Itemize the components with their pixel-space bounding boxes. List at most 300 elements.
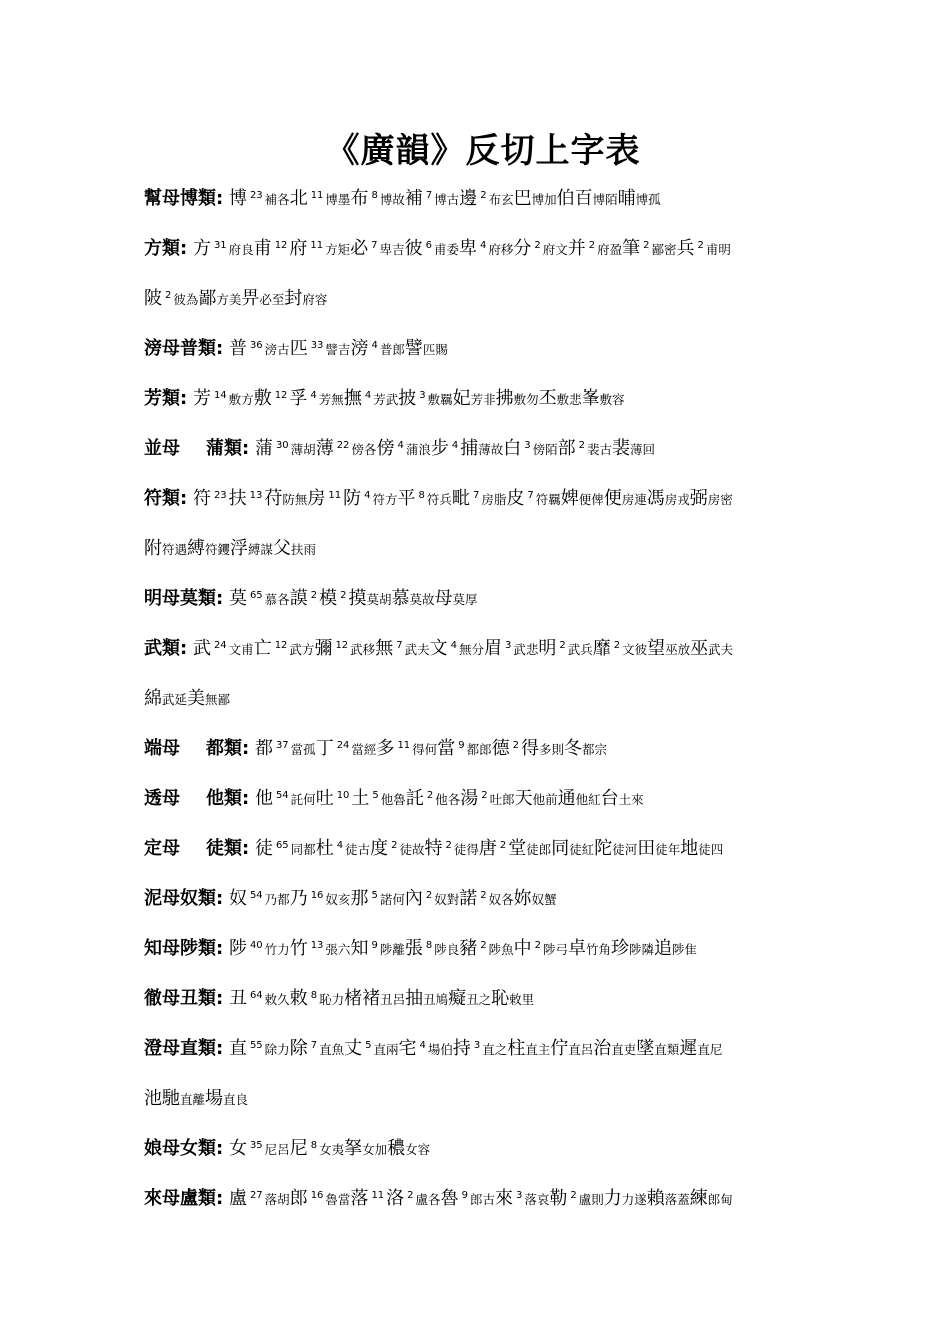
- fanqie-spelling: 府移: [488, 242, 514, 257]
- character: 竹: [289, 938, 308, 959]
- character: 捕: [460, 438, 479, 459]
- occurrence-count: 54: [275, 790, 289, 801]
- table-row: [144, 736, 834, 763]
- character: 巴: [513, 188, 532, 209]
- fanqie-spelling: 尼呂: [264, 1142, 290, 1157]
- occurrence-count: 12: [274, 390, 288, 401]
- occurrence-count: 10: [336, 790, 350, 801]
- occurrence-count: 12: [274, 640, 288, 651]
- occurrence-count: 8: [310, 1140, 318, 1151]
- character: 眉: [483, 638, 502, 659]
- character: 薄: [315, 438, 334, 459]
- fanqie-spelling: 落蓋: [664, 1192, 690, 1207]
- occurrence-count: 5: [365, 1040, 372, 1051]
- fanqie-spelling: 武夫: [708, 642, 734, 657]
- character: 芳: [192, 388, 211, 409]
- occurrence-count: 7: [425, 190, 433, 201]
- character: 彼: [404, 238, 423, 259]
- occurrence-count: 2: [425, 890, 433, 901]
- character: 布: [350, 188, 369, 209]
- fanqie-spelling: 房戎: [664, 492, 690, 507]
- character: 丕: [538, 388, 557, 409]
- fanqie-spelling: 必至: [259, 292, 285, 307]
- character: 摸: [348, 588, 367, 609]
- fanqie-spelling: 都郎: [466, 742, 492, 757]
- fanqie-spelling: 盧各: [415, 1192, 441, 1207]
- character: 諾: [459, 888, 478, 909]
- occurrence-count: 2: [570, 1190, 577, 1201]
- fanqie-spelling: 陟隣: [629, 942, 655, 957]
- fanqie-spelling: 符兵: [426, 492, 452, 507]
- class-label: 徒類:: [206, 838, 250, 859]
- occurrence-count: 9: [458, 740, 465, 751]
- character: 彌: [314, 638, 333, 659]
- table-row: [144, 936, 834, 963]
- occurrence-count: 2: [481, 790, 488, 801]
- occurrence-count: 65: [249, 590, 263, 601]
- table-row: [144, 1136, 834, 1163]
- fanqie-spelling: 陟弓: [542, 942, 568, 957]
- fanqie-spelling: 房密: [707, 492, 733, 507]
- character: 馮: [646, 488, 665, 509]
- occurrence-count: 2: [499, 840, 507, 851]
- occurrence-count: 4: [419, 1040, 426, 1051]
- character: 博: [228, 188, 247, 209]
- fanqie-spelling: 盧則: [578, 1192, 604, 1207]
- occurrence-count: 3: [504, 640, 512, 651]
- occurrence-count: 7: [371, 240, 378, 251]
- character: 甫: [253, 238, 272, 259]
- occurrence-count: 11: [328, 490, 342, 501]
- occurrence-count: 2: [480, 940, 487, 951]
- character: 女: [228, 1138, 247, 1159]
- character: 蒲: [254, 438, 273, 459]
- fanqie-spelling: 防無: [282, 492, 308, 507]
- occurrence-count: 4: [336, 840, 344, 851]
- character: 那: [350, 888, 369, 909]
- character: 賴: [646, 1188, 665, 1209]
- fanqie-spelling: 徒故: [399, 842, 425, 857]
- occurrence-count: 23: [213, 490, 227, 501]
- fanqie-spelling: 無分: [458, 642, 484, 657]
- character: 亡: [253, 638, 272, 659]
- character: 同: [551, 838, 570, 859]
- fanqie-spelling: 扶雨: [291, 542, 317, 557]
- character: 除: [289, 1038, 308, 1059]
- character: 妳: [513, 888, 532, 909]
- occurrence-count: 40: [249, 940, 263, 951]
- fanqie-spelling: 博故: [379, 192, 405, 207]
- fanqie-spelling: 便俾: [578, 492, 604, 507]
- character: 附: [144, 538, 162, 559]
- fanqie-spelling: 布玄: [488, 192, 514, 207]
- character: 郎: [289, 1188, 308, 1209]
- occurrence-count: 27: [249, 1190, 263, 1201]
- occurrence-count: 33: [310, 340, 324, 351]
- fanqie-spelling: 無鄙: [205, 692, 231, 707]
- fanqie-spelling: 文彼: [622, 642, 648, 657]
- occurrence-count: 23: [249, 190, 263, 201]
- fanqie-spelling: 直良: [223, 1092, 249, 1107]
- occurrence-count: 9: [461, 1190, 468, 1201]
- fanqie-spelling: 女夷: [319, 1142, 345, 1157]
- character: 冬: [563, 738, 582, 759]
- occurrence-count: 14: [213, 390, 227, 401]
- fanqie-spelling: 莫厚: [452, 592, 478, 607]
- character: 毗: [451, 488, 470, 509]
- character: 防: [343, 488, 362, 509]
- fanqie-spelling: 直兩: [373, 1042, 399, 1057]
- table-row: [144, 286, 834, 313]
- fanqie-spelling: 薄故: [478, 442, 504, 457]
- character: 北: [289, 188, 308, 209]
- occurrence-count: 30: [275, 440, 289, 451]
- fanqie-spelling: 丑鳩: [423, 992, 449, 1007]
- character: 陟: [228, 938, 247, 959]
- character: 敕: [289, 988, 308, 1009]
- fanqie-spelling: 武悲: [513, 642, 539, 657]
- character: 謨: [289, 588, 308, 609]
- character: 皮: [506, 488, 525, 509]
- class-label: 透母: [144, 788, 180, 809]
- character: 抽: [405, 988, 424, 1009]
- fanqie-spelling: 當經: [351, 742, 377, 757]
- fanqie-spelling: 文甫: [228, 642, 254, 657]
- character: 拏: [344, 1138, 363, 1159]
- character: 堂: [508, 838, 527, 859]
- occurrence-count: 2: [407, 1190, 414, 1201]
- fanqie-spelling: 丑呂: [380, 992, 406, 1007]
- occurrence-count: 3: [524, 440, 531, 451]
- class-label: 方類:: [144, 238, 188, 259]
- character: 便: [603, 488, 622, 509]
- character: 豬: [459, 938, 478, 959]
- fanqie-spelling: 女容: [405, 1142, 431, 1157]
- character: 父: [273, 538, 292, 559]
- character: 土: [351, 788, 370, 809]
- character: 癡: [448, 988, 467, 1009]
- fanqie-spelling: 敷方: [228, 392, 254, 407]
- occurrence-count: 4: [397, 440, 404, 451]
- character: 張: [404, 938, 423, 959]
- character: 場: [205, 1088, 224, 1109]
- occurrence-count: 2: [534, 940, 541, 951]
- character: 落: [350, 1188, 369, 1209]
- fanqie-spelling: 多則: [538, 742, 564, 757]
- fanqie-spelling: 傍陌: [532, 442, 558, 457]
- fanqie-spelling: 敕久: [264, 992, 290, 1007]
- occurrence-count: 12: [274, 240, 288, 251]
- fanqie-spelling: 徒河: [612, 842, 638, 857]
- character: 吐: [315, 788, 334, 809]
- character: 方: [192, 238, 211, 259]
- character: 遲: [679, 1038, 698, 1059]
- fanqie-spelling: 奴各: [488, 892, 514, 907]
- occurrence-count: 3: [419, 390, 426, 401]
- character: 補: [404, 188, 423, 209]
- fanqie-spelling: 直尼: [697, 1042, 723, 1057]
- occurrence-count: 9: [371, 940, 378, 951]
- fanqie-spelling: 徒郎: [526, 842, 552, 857]
- fanqie-spelling: 得何: [412, 742, 438, 757]
- fanqie-spelling: 直離: [180, 1092, 206, 1107]
- character: 披: [398, 388, 417, 409]
- table-row: [144, 586, 834, 613]
- class-label: 並母: [144, 438, 180, 459]
- character: 滂: [350, 338, 369, 359]
- character: 分: [513, 238, 532, 259]
- occurrence-count: 11: [310, 190, 324, 201]
- table-row: [144, 386, 834, 413]
- class-label: 芳類:: [144, 388, 188, 409]
- character: 柱: [507, 1038, 526, 1059]
- occurrence-count: 8: [310, 990, 318, 1001]
- character: 特: [424, 838, 443, 859]
- character: 佇: [550, 1038, 569, 1059]
- page-title: 《廣韻》反切上字表: [325, 131, 641, 171]
- fanqie-spelling: 他魯: [380, 792, 406, 807]
- occurrence-count: 2: [310, 590, 318, 601]
- character: 慕: [391, 588, 410, 609]
- fanqie-spelling: 裴古: [586, 442, 612, 457]
- occurrence-count: 16: [310, 890, 324, 901]
- occurrence-count: 2: [559, 640, 566, 651]
- occurrence-count: 22: [336, 440, 350, 451]
- fanqie-spelling: 直主: [525, 1042, 551, 1057]
- character: 來: [494, 1188, 513, 1209]
- class-label: 定母: [144, 838, 180, 859]
- fanqie-spelling: 彼為: [173, 292, 199, 307]
- character: 卑: [458, 238, 477, 259]
- fanqie-spelling: 奴對: [434, 892, 460, 907]
- character: 丁: [315, 738, 334, 759]
- fanqie-spelling: 陟離: [379, 942, 405, 957]
- class-label: 武類:: [144, 638, 188, 659]
- fanqie-spelling: 陟魚: [488, 942, 514, 957]
- character: 當: [437, 738, 456, 759]
- character: 譬: [404, 338, 423, 359]
- occurrence-count: 3: [473, 1040, 481, 1051]
- fanqie-spelling: 譬吉: [325, 342, 351, 357]
- character: 模: [319, 588, 338, 609]
- character: 乃: [289, 888, 308, 909]
- fanqie-spelling: 奴蟹: [531, 892, 557, 907]
- table-row: [144, 686, 834, 713]
- character: 田: [637, 838, 656, 859]
- occurrence-count: 64: [249, 990, 263, 1001]
- fanqie-spelling: 鄙密: [651, 242, 677, 257]
- character: 弼: [689, 488, 708, 509]
- fanqie-spelling: 郎甸: [707, 1192, 733, 1207]
- character: 墜: [636, 1038, 655, 1059]
- occurrence-count: 16: [310, 1190, 324, 1201]
- character: 宅: [398, 1038, 417, 1059]
- class-label: 澄母直類:: [144, 1038, 224, 1059]
- fanqie-spelling: 符羈: [535, 492, 561, 507]
- table-row: [144, 1186, 834, 1213]
- fanqie-spelling: 土來: [618, 792, 644, 807]
- occurrence-count: 2: [480, 190, 487, 201]
- occurrence-count: 2: [534, 240, 541, 251]
- fanqie-spelling: 莫故: [409, 592, 435, 607]
- table-row: [144, 986, 834, 1013]
- character: 峯: [581, 388, 600, 409]
- occurrence-count: 4: [479, 240, 487, 251]
- class-label: 泥母奴類:: [144, 888, 224, 909]
- character: 綿: [144, 688, 162, 709]
- fanqie-spelling: 恥力: [319, 992, 345, 1007]
- fanqie-spelling: 郎古: [469, 1192, 495, 1207]
- fanqie-spelling: 落胡: [264, 1192, 290, 1207]
- table-row: [144, 486, 834, 513]
- fanqie-spelling: 直之: [482, 1042, 508, 1057]
- character: 徒: [254, 838, 273, 859]
- character: 內: [404, 888, 423, 909]
- fanqie-spelling: 武方: [289, 642, 315, 657]
- character: 必: [350, 238, 369, 259]
- table-row: [144, 786, 834, 813]
- character: 直: [228, 1038, 247, 1059]
- occurrence-count: 2: [391, 840, 398, 851]
- occurrence-count: 4: [364, 490, 371, 501]
- occurrence-count: 2: [445, 840, 452, 851]
- occurrence-count: 65: [275, 840, 289, 851]
- character: 平: [397, 488, 416, 509]
- fanqie-spelling: 他紅: [575, 792, 601, 807]
- character: 治: [593, 1038, 612, 1059]
- occurrence-count: 37: [275, 740, 289, 751]
- character: 度: [370, 838, 389, 859]
- fanqie-spelling: 匹賜: [422, 342, 448, 357]
- class-label: 都類:: [206, 738, 250, 759]
- fanqie-spelling: 徒四: [698, 842, 724, 857]
- fanqie-spelling: 卑吉: [379, 242, 405, 257]
- occurrence-count: 2: [643, 240, 650, 251]
- table-row: [144, 836, 834, 863]
- character: 白: [503, 438, 522, 459]
- fanqie-spelling: 薄回: [630, 442, 656, 457]
- character: 母: [434, 588, 453, 609]
- fanqie-spelling: 當孤: [290, 742, 316, 757]
- occurrence-count: 2: [340, 590, 347, 601]
- character: 普: [228, 338, 247, 359]
- fanqie-spelling: 普郎: [379, 342, 405, 357]
- fanqie-spelling: 竹角: [586, 942, 612, 957]
- occurrence-count: 11: [371, 1190, 385, 1201]
- fanqie-spelling: 他前: [532, 792, 558, 807]
- fanqie-spelling: 薄胡: [290, 442, 316, 457]
- fanqie-spelling: 敷容: [599, 392, 625, 407]
- character: 多: [376, 738, 395, 759]
- fanqie-spelling: 博孤: [635, 192, 661, 207]
- character: 池: [144, 1088, 162, 1109]
- fanqie-spelling: 武移: [350, 642, 376, 657]
- occurrence-count: 36: [249, 340, 263, 351]
- occurrence-count: 7: [527, 490, 534, 501]
- fanqie-spelling: 直吏: [611, 1042, 637, 1057]
- fanqie-spelling: 巫放: [665, 642, 691, 657]
- fanqie-spelling: 陟隹: [672, 942, 698, 957]
- fanqie-spelling: 直類: [654, 1042, 680, 1057]
- fanqie-spelling: 房脂: [481, 492, 507, 507]
- fanqie-spelling: 徒得: [453, 842, 479, 857]
- fanqie-spelling: 託何: [290, 792, 316, 807]
- occurrence-count: 6: [425, 240, 432, 251]
- occurrence-count: 8: [418, 490, 425, 501]
- fanqie-spelling: 甫明: [705, 242, 731, 257]
- occurrence-count: 31: [213, 240, 227, 251]
- fanqie-spelling: 除力: [264, 1042, 290, 1057]
- occurrence-count: 8: [371, 190, 378, 201]
- character: 盧: [228, 1188, 247, 1209]
- occurrence-count: 4: [451, 440, 459, 451]
- occurrence-count: 24: [336, 740, 350, 751]
- character: 練: [689, 1188, 708, 1209]
- character: 部: [557, 438, 576, 459]
- character: 託: [405, 788, 424, 809]
- character: 珍: [611, 938, 630, 959]
- character: 敷: [253, 388, 272, 409]
- character: 地: [680, 838, 699, 859]
- occurrence-count: 11: [397, 740, 411, 751]
- fanqie-spelling: 落哀: [524, 1192, 550, 1207]
- occurrence-count: 12: [335, 640, 349, 651]
- character: 裴: [612, 438, 630, 459]
- occurrence-count: 4: [310, 390, 317, 401]
- character: 美: [187, 688, 206, 709]
- character: 恥: [491, 988, 510, 1009]
- character: 莫: [228, 588, 247, 609]
- fanqie-spelling: 竹力: [264, 942, 290, 957]
- occurrence-count: 2: [480, 890, 487, 901]
- class-label: 知母陟類:: [144, 938, 224, 959]
- fanqie-spelling: 場伯: [427, 1042, 453, 1057]
- occurrence-count: 8: [425, 940, 433, 951]
- character: 奴: [228, 888, 247, 909]
- character: 兵: [676, 238, 695, 259]
- character: 杜: [315, 838, 334, 859]
- character: 府: [289, 238, 308, 259]
- character: 明: [538, 638, 557, 659]
- fanqie-spelling: 芳武: [373, 392, 399, 407]
- character: 尼: [289, 1138, 308, 1159]
- character: 邊: [459, 188, 478, 209]
- class-label: 蒲類:: [206, 438, 250, 459]
- character: 婢: [560, 488, 579, 509]
- character: 知: [350, 938, 369, 959]
- character: 巫: [690, 638, 709, 659]
- class-label: 端母: [144, 738, 180, 759]
- character: 符: [192, 488, 211, 509]
- fanqie-spelling: 傍各: [351, 442, 377, 457]
- table-row: [144, 236, 834, 263]
- character: 并: [567, 238, 586, 259]
- occurrence-count: 4: [364, 390, 372, 401]
- table-row: [144, 1036, 834, 1063]
- character: 縛: [187, 538, 206, 559]
- fanqie-spelling: 博古: [434, 192, 460, 207]
- character: 馳: [162, 1088, 180, 1109]
- character: 通: [557, 788, 576, 809]
- character: 持: [452, 1038, 471, 1059]
- fanqie-spelling: 他各: [435, 792, 461, 807]
- fanqie-spelling: 縛謀: [248, 542, 274, 557]
- occurrence-count: 7: [310, 1040, 318, 1051]
- character: 畀: [241, 288, 260, 309]
- fanqie-spelling: 慕各: [264, 592, 290, 607]
- character: 鄙: [198, 288, 217, 309]
- fanqie-spelling: 敕里: [509, 992, 535, 1007]
